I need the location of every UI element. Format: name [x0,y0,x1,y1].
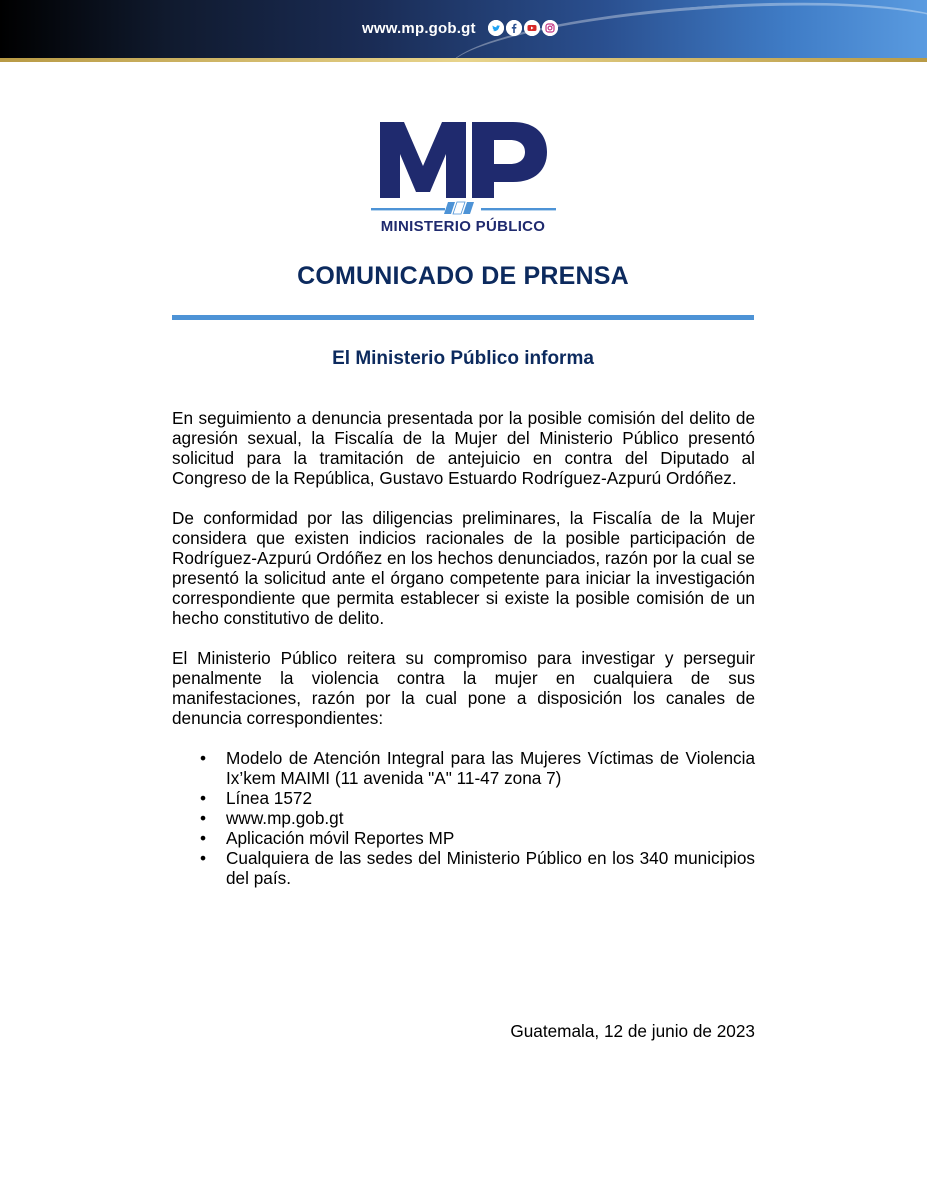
mp-logo [368,118,558,240]
youtube-icon[interactable] [524,20,540,36]
page-subtitle: El Ministerio Público informa [332,348,594,369]
list-item: • www.mp.gob.gt [226,808,755,828]
header-website-link[interactable]: www.mp.gob.gt [362,20,476,37]
title-divider [172,315,754,320]
list-item: • Cualquiera de las sedes del Ministerio Público en los 340 municipios del país. [226,848,755,888]
page-title: COMUNICADO DE PRENSA [297,262,629,290]
facebook-icon[interactable] [506,20,522,36]
channels-list [172,748,755,888]
mp-logo-mark [368,118,558,216]
header-gold-line [0,58,927,62]
list-item: • Aplicación móvil Reportes MP [226,828,755,848]
paragraph: El Ministerio Público reitera su compromiso para investigar y perseguir penalmente la violencia contra la mujer en cualquiera de sus manifestaciones, razón por la cual pone a disposición los canales de denuncia correspondientes: [172,648,755,728]
twitter-icon[interactable] [488,20,504,36]
list-item: • Modelo de Atención Integral para las Mujeres Víctimas de Violencia Ix’kem MAIMI (11 avenida "A" 11-47 zona 7) [226,748,755,788]
paragraph: De conformidad por las diligencias preliminares, la Fiscalía de la Mujer considera que existen indicios racionales de la posible participación de Rodríguez-Azpurú Ordóñez en los hechos denunciados, razón por la cual se presentó la solicitud ante el órgano competente para iniciar la investigación correspondiente que permita establecer si existe la posible comisión de un hecho constitutivo de delito. [172,508,755,628]
instagram-icon[interactable] [542,20,558,36]
document-date: Guatemala, 12 de junio de 2023 [510,1021,755,1041]
list-item: • Línea 1572 [226,788,755,808]
paragraph: En seguimiento a denuncia presentada por la posible comisión del delito de agresión sexual, la Fiscalía de la Mujer del Ministerio Público presentó solicitud para la tramitación de antejuicio en contra del Diputado al Congreso de la República, Gustavo Estuardo Rodríguez-Azpurú Ordóñez. [172,408,755,488]
logo-text: MINISTERIO PÚBLICO [380,218,546,235]
document-body [172,408,755,888]
